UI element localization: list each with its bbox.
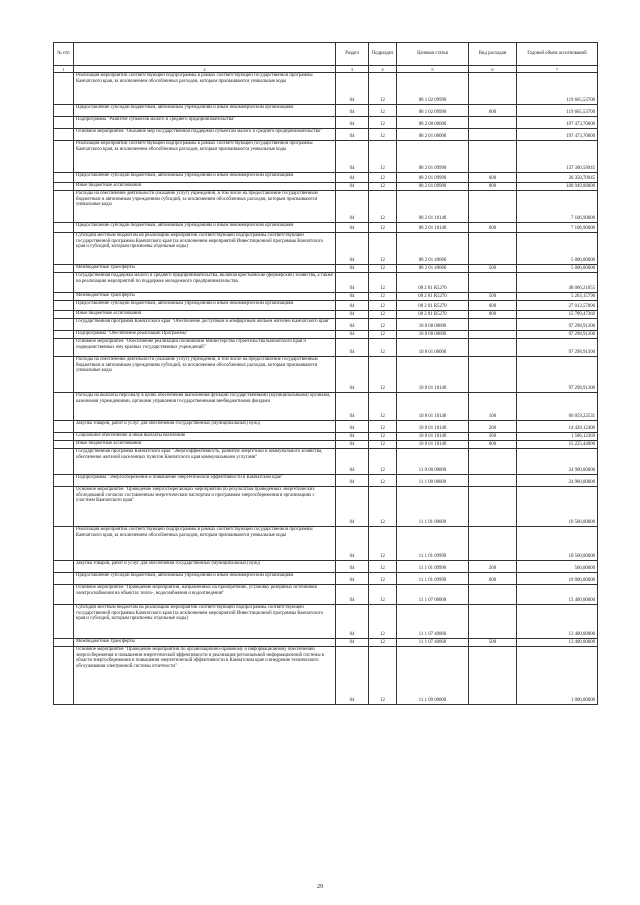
target-cell: 11 1 07 40060 bbox=[397, 605, 469, 639]
subsection-cell: 12 bbox=[369, 265, 397, 273]
amount-cell: 560,00000 bbox=[517, 561, 598, 573]
expense-kind-cell: 300 bbox=[469, 433, 517, 441]
target-cell: 10 8 01 10140 bbox=[397, 357, 469, 393]
expense-kind-cell: 800 bbox=[469, 183, 517, 191]
num-cell bbox=[54, 605, 74, 639]
amount-cell: 24 960,00000 bbox=[517, 475, 598, 487]
name-cell: Расходы на обеспечение деятельности (оказание услуг) учреждений, в том числе на предоставление государственным бюджетным и автономным учреждениям субсидий, за исключением обособленных расходов, которым присваиваются уникальные коды bbox=[74, 357, 336, 393]
expense-kind-cell bbox=[469, 357, 517, 393]
table-row bbox=[54, 449, 598, 475]
table-row bbox=[54, 573, 598, 585]
target-cell: 11 1 00 00000 bbox=[397, 475, 469, 487]
target-cell: 11 1 01 09990 bbox=[397, 527, 469, 561]
section-cell: 04 bbox=[336, 173, 369, 183]
column-number-row bbox=[54, 66, 598, 73]
name-cell: Государственная поддержка малого и среднего предпринимательства, включая крестьянские (фермерские) хозяйства, а также на реализацию мероприятий по поддержке молодежного предпринимательства bbox=[74, 273, 336, 293]
subsection-cell: 12 bbox=[369, 487, 397, 527]
table-row bbox=[54, 183, 598, 191]
num-cell bbox=[54, 441, 74, 449]
amount-cell: 97 298,91300 bbox=[517, 339, 598, 357]
table-row bbox=[54, 339, 598, 357]
section-cell: 04 bbox=[336, 191, 369, 223]
num-cell bbox=[54, 393, 74, 421]
expense-kind-cell: 500 bbox=[469, 639, 517, 647]
table-row bbox=[54, 527, 598, 561]
name-cell: Социальное обеспечение и иные выплаты населению bbox=[74, 433, 336, 441]
num-cell bbox=[54, 331, 74, 339]
target-cell: 08 2 00 00000 bbox=[397, 117, 469, 129]
num-cell bbox=[54, 183, 74, 191]
target-cell: 08 2 01 40060 bbox=[397, 233, 469, 265]
amount-cell: 119 665,53700 bbox=[517, 73, 598, 105]
column-number: 7 bbox=[517, 66, 598, 73]
section-cell: 04 bbox=[336, 475, 369, 487]
expense-kind-cell bbox=[469, 273, 517, 293]
expense-kind-cell: 600 bbox=[469, 173, 517, 183]
subsection-cell: 12 bbox=[369, 639, 397, 647]
table-row bbox=[54, 475, 598, 487]
num-cell bbox=[54, 273, 74, 293]
target-cell: 10 8 01 10140 bbox=[397, 441, 469, 449]
target-cell: 08 2 01 09990 bbox=[397, 183, 469, 191]
amount-cell: 1 000,00000 bbox=[517, 647, 598, 705]
amount-cell: 10 560,00000 bbox=[517, 487, 598, 527]
section-cell: 04 bbox=[336, 293, 369, 301]
section-cell: 04 bbox=[336, 265, 369, 273]
table-row bbox=[54, 73, 598, 105]
target-cell: 10 8 01 10140 bbox=[397, 433, 469, 441]
name-cell: Межбюджетные трансферты bbox=[74, 265, 336, 273]
expense-kind-cell: 800 bbox=[469, 441, 517, 449]
num-cell bbox=[54, 73, 74, 105]
amount-cell: 14 428,12400 bbox=[517, 421, 598, 433]
subsection-cell: 12 bbox=[369, 449, 397, 475]
section-cell: 04 bbox=[336, 319, 369, 331]
name-cell: Подпрограмма "Развитие субъектов малого и среднего предпринимательства" bbox=[74, 117, 336, 129]
subsection-cell: 12 bbox=[369, 393, 397, 421]
num-cell bbox=[54, 191, 74, 223]
name-cell: Основное мероприятие "Обеспечение реализации полномочий Министерства строительства Камчатского края и подведомственных ему краевых государственных учреждений" bbox=[74, 339, 336, 357]
subsection-cell: 12 bbox=[369, 585, 397, 605]
amount-cell: 48 066,21055 bbox=[517, 273, 598, 293]
name-cell: Закупка товаров, работ и услуг для обеспечения государственных (муниципальных) нужд bbox=[74, 561, 336, 573]
section-cell: 04 bbox=[336, 129, 369, 141]
table-row bbox=[54, 173, 598, 183]
amount-cell: 13 400,00000 bbox=[517, 639, 598, 647]
table-row bbox=[54, 487, 598, 527]
subsection-cell: 12 bbox=[369, 573, 397, 585]
section-cell: 04 bbox=[336, 141, 369, 173]
table-header-row bbox=[54, 43, 598, 66]
expense-kind-cell bbox=[469, 449, 517, 475]
amount-cell: 97 298,91300 bbox=[517, 357, 598, 393]
subsection-cell: 12 bbox=[369, 73, 397, 105]
subsection-cell: 12 bbox=[369, 357, 397, 393]
page-number: 29 bbox=[317, 884, 323, 890]
expense-kind-cell: 200 bbox=[469, 561, 517, 573]
expense-kind-cell: 500 bbox=[469, 293, 517, 301]
target-cell: 08 2 01 R5270 bbox=[397, 311, 469, 319]
num-cell bbox=[54, 117, 74, 129]
section-cell: 04 bbox=[336, 421, 369, 433]
section-cell: 04 bbox=[336, 331, 369, 339]
table-row bbox=[54, 273, 598, 293]
subsection-cell: 12 bbox=[369, 433, 397, 441]
table-row bbox=[54, 319, 598, 331]
name-cell: Расходы на обеспечение деятельности (оказание услуг) учреждений, в том числе на предоставление государственным бюджетным и автономным учреждениям субсидий, за исключением обособленных расходов, которым присваиваются уникальные коды bbox=[74, 191, 336, 223]
header-subsection: Подраздел bbox=[369, 43, 397, 66]
name-cell: Межбюджетные трансферты bbox=[74, 293, 336, 301]
num-cell bbox=[54, 487, 74, 527]
amount-cell: 1 586,12369 bbox=[517, 433, 598, 441]
header-name bbox=[74, 43, 336, 66]
section-cell: 04 bbox=[336, 339, 369, 357]
subsection-cell: 12 bbox=[369, 561, 397, 573]
expense-kind-cell bbox=[469, 605, 517, 639]
subsection-cell: 12 bbox=[369, 129, 397, 141]
target-cell: 08 2 01 10140 bbox=[397, 223, 469, 233]
num-cell bbox=[54, 561, 74, 573]
subsection-cell: 12 bbox=[369, 331, 397, 339]
subsection-cell: 12 bbox=[369, 233, 397, 265]
subsection-cell: 12 bbox=[369, 301, 397, 311]
expense-kind-cell bbox=[469, 73, 517, 105]
section-cell: 04 bbox=[336, 561, 369, 573]
subsection-cell: 12 bbox=[369, 527, 397, 561]
target-cell: 08 2 01 R5270 bbox=[397, 273, 469, 293]
target-cell: 11 1 07 40060 bbox=[397, 639, 469, 647]
expense-kind-cell: 600 bbox=[469, 573, 517, 585]
subsection-cell: 12 bbox=[369, 183, 397, 191]
expense-kind-cell: 800 bbox=[469, 311, 517, 319]
table-row bbox=[54, 605, 598, 639]
section-cell: 04 bbox=[336, 223, 369, 233]
expense-kind-cell bbox=[469, 319, 517, 331]
num-cell bbox=[54, 449, 74, 475]
name-cell: Субсидии местным бюджетам на реализацию мероприятий соответствующей подпрограммы соответствующей государственной программы Камчатского края (за исключением мероприятий Инвестиционной программы Камчатского края и субсидий, которым присвоены отдельные коды) bbox=[74, 605, 336, 639]
name-cell: Субсидии местным бюджетам на реализацию мероприятий соответствующей подпрограммы соответствующей государственной программы Камчатского края (за исключением мероприятий Инвестиционной программы Камчатского края и субсидий, которым присвоены отдельные коды) bbox=[74, 233, 336, 265]
amount-cell: 15 789,47369 bbox=[517, 311, 598, 319]
expense-kind-cell: 600 bbox=[469, 105, 517, 117]
subsection-cell: 12 bbox=[369, 141, 397, 173]
num-cell bbox=[54, 647, 74, 705]
target-cell: 08 1 02 09990 bbox=[397, 105, 469, 117]
subsection-cell: 12 bbox=[369, 293, 397, 301]
num-cell bbox=[54, 233, 74, 265]
num-cell bbox=[54, 585, 74, 605]
num-cell bbox=[54, 129, 74, 141]
section-cell: 04 bbox=[336, 585, 369, 605]
section-cell: 04 bbox=[336, 117, 369, 129]
table-row bbox=[54, 585, 598, 605]
column-number: 6 bbox=[469, 66, 517, 73]
num-cell bbox=[54, 475, 74, 487]
target-cell: 11 1 01 00000 bbox=[397, 487, 469, 527]
amount-cell: 24 960,00000 bbox=[517, 449, 598, 475]
name-cell: Подпрограмма "Энергосбережение и повышение энергетической эффективности в Камчатском крае" bbox=[74, 475, 336, 487]
num-cell bbox=[54, 301, 74, 311]
target-cell: 11 1 01 09990 bbox=[397, 573, 469, 585]
name-cell: Иные бюджетные ассигнования bbox=[74, 183, 336, 191]
expense-kind-cell bbox=[469, 129, 517, 141]
expense-kind-cell bbox=[469, 527, 517, 561]
expense-kind-cell: 600 bbox=[469, 223, 517, 233]
amount-cell: 5 000,00000 bbox=[517, 265, 598, 273]
table-row bbox=[54, 105, 598, 117]
expense-kind-cell bbox=[469, 117, 517, 129]
header-target: Целевая статья bbox=[397, 43, 469, 66]
name-cell: Подпрограмма "Обеспечение реализации Программы" bbox=[74, 331, 336, 339]
amount-cell: 36 350,70945 bbox=[517, 173, 598, 183]
subsection-cell: 12 bbox=[369, 273, 397, 293]
section-cell: 04 bbox=[336, 573, 369, 585]
amount-cell: 15 225,44000 bbox=[517, 441, 598, 449]
name-cell: Предоставление субсидий бюджетным, автономным учреждениям и иным некоммерческим организациям bbox=[74, 573, 336, 585]
amount-cell: 66 059,22531 bbox=[517, 393, 598, 421]
num-cell bbox=[54, 319, 74, 331]
section-cell: 04 bbox=[336, 301, 369, 311]
table-row bbox=[54, 331, 598, 339]
section-cell: 04 bbox=[336, 527, 369, 561]
target-cell: 10 0 00 00000 bbox=[397, 319, 469, 331]
table-row bbox=[54, 421, 598, 433]
expense-kind-cell bbox=[469, 475, 517, 487]
target-cell: 10 8 01 10140 bbox=[397, 421, 469, 433]
amount-cell: 137 300,58945 bbox=[517, 141, 598, 173]
subsection-cell: 12 bbox=[369, 191, 397, 223]
name-cell: Основное мероприятие "Проведение мероприятий, направленных на приобретение, установку резервных источников электроснабжения на объектах тепло-, водоснабжения и водоотведения" bbox=[74, 585, 336, 605]
section-cell: 04 bbox=[336, 357, 369, 393]
column-number: 4 bbox=[369, 66, 397, 73]
name-cell: Реализация мероприятий соответствующей подпрограммы в рамках соответствующей государственной программы Камчатского края, за исключением обособленных расходов, которым присваиваются уникальные коды bbox=[74, 73, 336, 105]
subsection-cell: 12 bbox=[369, 339, 397, 357]
section-cell: 04 bbox=[336, 393, 369, 421]
target-cell: 11 1 01 09990 bbox=[397, 561, 469, 573]
num-cell bbox=[54, 311, 74, 319]
expense-kind-cell: 600 bbox=[469, 301, 517, 311]
table-row bbox=[54, 301, 598, 311]
column-number: 5 bbox=[397, 66, 469, 73]
target-cell: 10 8 01 10140 bbox=[397, 393, 469, 421]
name-cell: Государственная программа Камчатского края "Обеспечение доступным и комфортным жильем жителей Камчатского края" bbox=[74, 319, 336, 331]
expense-kind-cell bbox=[469, 339, 517, 357]
amount-cell: 10 560,00000 bbox=[517, 527, 598, 561]
target-cell: 08 2 01 00000 bbox=[397, 129, 469, 141]
num-cell bbox=[54, 421, 74, 433]
table-row bbox=[54, 441, 598, 449]
target-cell: 10 8 00 00000 bbox=[397, 331, 469, 339]
amount-cell: 7 106,90000 bbox=[517, 191, 598, 223]
expense-kind-cell bbox=[469, 191, 517, 223]
num-cell bbox=[54, 173, 74, 183]
name-cell: Межбюджетные трансферты bbox=[74, 639, 336, 647]
num-cell bbox=[54, 265, 74, 273]
name-cell: Закупка товаров, работ и услуг для обеспечения государственных (муниципальных) нужд bbox=[74, 421, 336, 433]
section-cell: 04 bbox=[336, 73, 369, 105]
table-row bbox=[54, 433, 598, 441]
amount-cell: 197 473,70000 bbox=[517, 129, 598, 141]
amount-cell: 97 298,91300 bbox=[517, 319, 598, 331]
expense-kind-cell: 200 bbox=[469, 421, 517, 433]
expense-kind-cell: 500 bbox=[469, 265, 517, 273]
num-cell bbox=[54, 293, 74, 301]
name-cell: Расходы на выплаты персоналу в целях обеспечения выполнения функций государственными (муниципальными) органами, казенными учреждениями, органами управления государственными внебюджетными фондами bbox=[74, 393, 336, 421]
target-cell: 08 2 01 09990 bbox=[397, 141, 469, 173]
num-cell bbox=[54, 141, 74, 173]
target-cell: 10 8 01 00000 bbox=[397, 339, 469, 357]
amount-cell: 100 949,88000 bbox=[517, 183, 598, 191]
table-row bbox=[54, 393, 598, 421]
name-cell: Иные бюджетные ассигнования bbox=[74, 311, 336, 319]
target-cell: 11 0 00 00000 bbox=[397, 449, 469, 475]
section-cell: 04 bbox=[336, 183, 369, 191]
subsection-cell: 12 bbox=[369, 605, 397, 639]
section-cell: 04 bbox=[336, 647, 369, 705]
amount-cell: 97 298,91300 bbox=[517, 331, 598, 339]
amount-cell: 10 000,00000 bbox=[517, 573, 598, 585]
amount-cell: 7 106,90000 bbox=[517, 223, 598, 233]
expense-kind-cell bbox=[469, 141, 517, 173]
expense-kind-cell bbox=[469, 585, 517, 605]
num-cell bbox=[54, 573, 74, 585]
table-row bbox=[54, 233, 598, 265]
header-section: Раздел bbox=[336, 43, 369, 66]
subsection-cell: 12 bbox=[369, 475, 397, 487]
amount-cell: 13 400,00000 bbox=[517, 605, 598, 639]
expense-kind-cell bbox=[469, 647, 517, 705]
subsection-cell: 12 bbox=[369, 223, 397, 233]
name-cell: Предоставление субсидий бюджетным, автономным учреждениям и иным некоммерческим организациям bbox=[74, 223, 336, 233]
section-cell: 04 bbox=[336, 605, 369, 639]
table-row bbox=[54, 561, 598, 573]
name-cell: Иные бюджетные ассигнования bbox=[74, 441, 336, 449]
table-row bbox=[54, 129, 598, 141]
header-expense: Вид расходов bbox=[469, 43, 517, 66]
amount-cell: 5 000,00000 bbox=[517, 233, 598, 265]
subsection-cell: 12 bbox=[369, 311, 397, 319]
section-cell: 04 bbox=[336, 433, 369, 441]
section-cell: 04 bbox=[336, 311, 369, 319]
amount-cell: 197 473,70000 bbox=[517, 117, 598, 129]
table-row bbox=[54, 357, 598, 393]
num-cell bbox=[54, 527, 74, 561]
table-row bbox=[54, 647, 598, 705]
column-number: 3 bbox=[336, 66, 369, 73]
name-cell: Предоставление субсидий бюджетным, автономным учреждениям и иным некоммерческим организациям bbox=[74, 301, 336, 311]
section-cell: 04 bbox=[336, 273, 369, 293]
table-row bbox=[54, 191, 598, 223]
column-number: 1 bbox=[54, 66, 74, 73]
budget-table-sheet bbox=[53, 42, 597, 705]
num-cell bbox=[54, 639, 74, 647]
target-cell: 08 2 01 40060 bbox=[397, 265, 469, 273]
expense-kind-cell bbox=[469, 487, 517, 527]
amount-cell: 13 400,00000 bbox=[517, 585, 598, 605]
subsection-cell: 12 bbox=[369, 105, 397, 117]
table-row bbox=[54, 265, 598, 273]
section-cell: 04 bbox=[336, 105, 369, 117]
header-num: № п/п bbox=[54, 43, 74, 66]
amount-cell: 119 665,53700 bbox=[517, 105, 598, 117]
name-cell: Предоставление субсидий бюджетным, автономным учреждениям и иным некоммерческим организациям bbox=[74, 173, 336, 183]
num-cell bbox=[54, 339, 74, 357]
subsection-cell: 12 bbox=[369, 319, 397, 331]
target-cell: 08 2 01 R5270 bbox=[397, 301, 469, 311]
table-row bbox=[54, 293, 598, 301]
column-number: 2 bbox=[74, 66, 336, 73]
name-cell: Основное мероприятие "Проведение энергосберегающих мероприятий по результатам проведенных энергетических обследований согласно составленным энергетическим паспортам и программам энергосбережения в организациях с участием Камчатского края" bbox=[74, 487, 336, 527]
amount-cell: 5 263,15790 bbox=[517, 293, 598, 301]
subsection-cell: 12 bbox=[369, 647, 397, 705]
subsection-cell: 12 bbox=[369, 421, 397, 433]
name-cell: Реализация мероприятий соответствующей подпрограммы в рамках соответствующей государственной программы Камчатского края, за исключением обособленных расходов, которым присваиваются уникальные коды bbox=[74, 141, 336, 173]
table-row bbox=[54, 311, 598, 319]
num-cell bbox=[54, 105, 74, 117]
table-row bbox=[54, 223, 598, 233]
section-cell: 04 bbox=[336, 449, 369, 475]
name-cell: Основное мероприятие "Оказание мер государственной поддержки субъектам малого и среднего предпринимательства" bbox=[74, 129, 336, 141]
section-cell: 04 bbox=[336, 233, 369, 265]
name-cell: Предоставление субсидий бюджетным, автономным учреждениям и иным некоммерческим организациям bbox=[74, 105, 336, 117]
table-body bbox=[54, 73, 598, 705]
target-cell: 08 2 01 10140 bbox=[397, 191, 469, 223]
budget-table bbox=[53, 42, 598, 705]
num-cell bbox=[54, 433, 74, 441]
target-cell: 08 2 01 09990 bbox=[397, 173, 469, 183]
section-cell: 04 bbox=[336, 639, 369, 647]
num-cell bbox=[54, 223, 74, 233]
target-cell: 08 2 01 R5270 bbox=[397, 293, 469, 301]
name-cell: Основное мероприятие "Проведение мероприятий по организационно-правовому и информационному обеспечению энергосбережения и повышения энергетической эффективности и реализация региональной информационной системы в области энергосбережения и повышения энергетической эффективности в Камчатском крае и внедрение технического обслуживания электронной системы отчетности" bbox=[74, 647, 336, 705]
section-cell: 04 bbox=[336, 441, 369, 449]
table-row bbox=[54, 117, 598, 129]
section-cell: 04 bbox=[336, 487, 369, 527]
table-row bbox=[54, 639, 598, 647]
num-cell bbox=[54, 357, 74, 393]
expense-kind-cell: 100 bbox=[469, 393, 517, 421]
header-amount: Годовой объем ассигнований bbox=[517, 43, 598, 66]
expense-kind-cell bbox=[469, 233, 517, 265]
subsection-cell: 12 bbox=[369, 117, 397, 129]
table-row bbox=[54, 141, 598, 173]
amount-cell: 27 013,57896 bbox=[517, 301, 598, 311]
name-cell: Реализация мероприятий соответствующей подпрограммы в рамках соответствующей государственной программы Камчатского края, за исключением обособленных расходов, которым присваиваются уникальные коды bbox=[74, 527, 336, 561]
target-cell: 11 1 09 00000 bbox=[397, 647, 469, 705]
target-cell: 11 1 07 00000 bbox=[397, 585, 469, 605]
subsection-cell: 12 bbox=[369, 173, 397, 183]
expense-kind-cell bbox=[469, 331, 517, 339]
subsection-cell: 12 bbox=[369, 441, 397, 449]
name-cell: Государственная программа Камчатского края "Энергоэффективность, развитие энергетики и коммунального хозяйства, обеспечение жителей населенных пунктов Камчатского края коммунальными услугами" bbox=[74, 449, 336, 475]
target-cell: 08 1 02 09990 bbox=[397, 73, 469, 105]
